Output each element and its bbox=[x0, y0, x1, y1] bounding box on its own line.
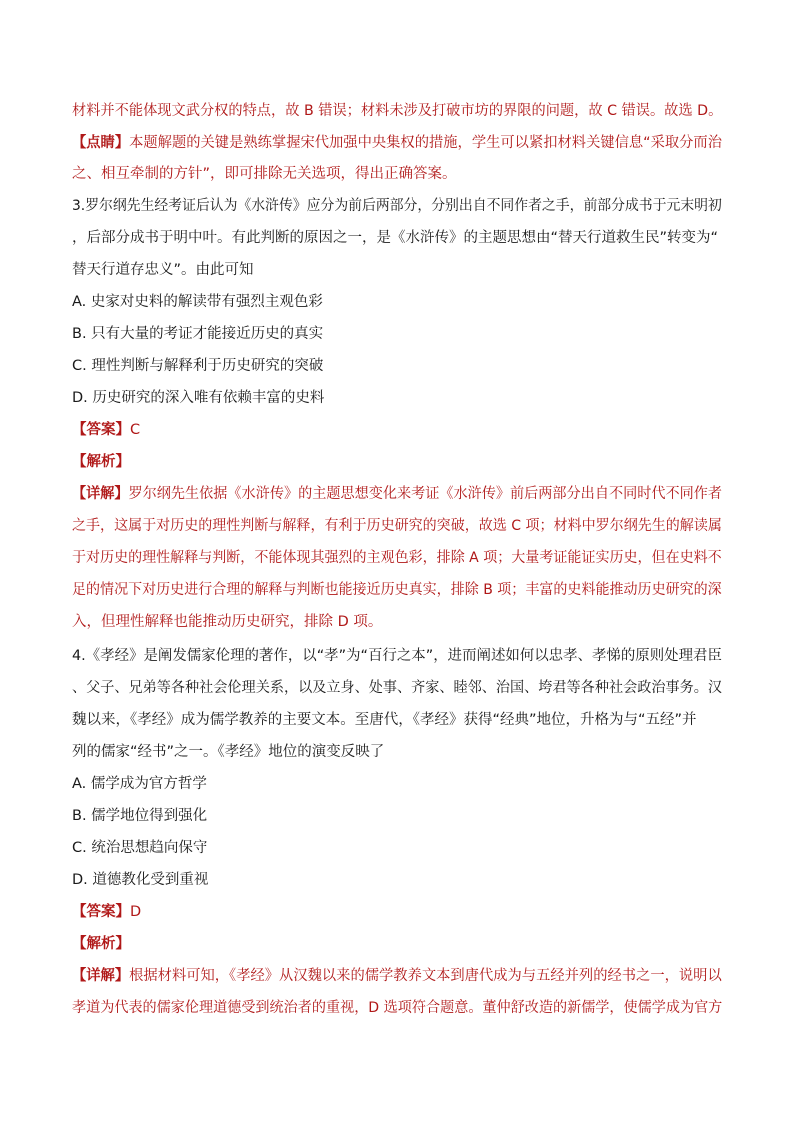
question-3-option-a: A. 史家对史料的解读带有强烈主观色彩 bbox=[72, 294, 323, 310]
question-4-stem: 、父子、兄弟等各种社会伦理关系，以及立身、处事、齐家、睦邻、治国、垮君等各种社会政治事务。汉 bbox=[72, 680, 722, 696]
question-3-analysis-heading bbox=[72, 452, 130, 472]
answer-value: D bbox=[130, 904, 142, 920]
answer-value: C bbox=[130, 422, 141, 438]
detail-text: 孝道为代表的儒家伦理道德受到统治者的重视，D 选项符合题意。董仲舒改造的新儒学，使儒学成为官方 bbox=[72, 1000, 723, 1016]
key-point-text: 之、相互牵制的方针”，即可排除无关选项，得出正确答案。 bbox=[72, 166, 457, 182]
question-4-option-a: A. 儒学成为官方哲学 bbox=[72, 776, 207, 792]
question-3-stem: 替天行道存忠义”。由此可知 bbox=[72, 262, 254, 278]
question-3-option-d: D. 历史研究的深入唯有依赖丰富的史料 bbox=[72, 390, 325, 406]
key-point-tag: 【点睛】 bbox=[72, 135, 130, 151]
question-4-stem: 4.《孝经》是阐发儒家伦理的著作，以“孝”为“百行之本”，进而阐述如何以忠孝、孝悌的原则处理君臣 bbox=[72, 648, 722, 664]
question-3-stem: ，后部分成书于明中叶。有此判断的原因之一，是《水浒传》的主题思想由“替天行道救生民”转变为“ bbox=[72, 230, 719, 246]
detail-text: 根据材料可知，《孝经》从汉魏以来的儒学教养文本到唐代成为与五经并列的经书之一，说明以 bbox=[129, 968, 722, 984]
detail-text: 罗尔纲先生依据《水浒传》的主题思想变化来考证《水浒传》前后两部分出自不同时代不同作者 bbox=[128, 486, 722, 502]
answer-tag: 【答案】 bbox=[72, 904, 130, 920]
detail-tag: 【详解】 bbox=[72, 486, 129, 502]
question-3-stem: 3.罗尔纲先生经考证后认为《水浒传》应分为前后两部分，分别出自不同作者之手，前部分成书于元末明初 bbox=[72, 198, 722, 214]
question-4-answer bbox=[72, 902, 141, 922]
question-4-option-b: B. 儒学地位得到强化 bbox=[72, 808, 208, 824]
detail-text: 之手，这属于对历史的理性判断与解释，有利于历史研究的突破，故选 C 项；材料中罗尔纲先生的解读属 bbox=[72, 518, 722, 534]
key-point-line bbox=[72, 133, 722, 153]
question-3-option-c: C. 理性判断与解释利于历史研究的突破 bbox=[72, 358, 324, 374]
explanation-text: 材料并不能体现文武分权的特点，故 B 错误；材料未涉及打破市坊的界限的问题，故 C 错误。故选 D。 bbox=[72, 103, 723, 119]
detail-text: 足的情况下对历史进行合理的解释与判断也能接近历史真实，排除 B 项；丰富的史料能推动历史研究的深 bbox=[72, 582, 722, 598]
analysis-tag: 【解析】 bbox=[72, 454, 130, 470]
question-4-stem: 魏以来，《孝经》成为儒学教养的主要文本。至唐代，《孝经》获得“经典”地位，升格为与“五经”并 bbox=[72, 712, 697, 728]
question-3-detail bbox=[72, 484, 722, 504]
question-4-option-c: C. 统治思想趋向保守 bbox=[72, 840, 208, 856]
question-4-stem: 列的儒家“经书”之一。《孝经》地位的演变反映了 bbox=[72, 744, 385, 760]
analysis-tag: 【解析】 bbox=[72, 936, 130, 952]
detail-text: 于对历史的理性解释与判断，不能体现其强烈的主观色彩，排除 A 项；大量考证能证实历史，但在史料不 bbox=[72, 550, 722, 566]
key-point-text: 本题解题的关键是熟练掌握宋代加强中央集权的措施，学生可以紧扣材料关键信息“采取分而治 bbox=[129, 135, 722, 151]
detail-tag: 【详解】 bbox=[72, 968, 130, 984]
question-3-option-b: B. 只有大量的考证才能接近历史的真实 bbox=[72, 326, 324, 342]
question-4-option-d: D. 道德教化受到重视 bbox=[72, 872, 209, 888]
question-4-analysis-heading bbox=[72, 934, 130, 954]
detail-text: 入，但理性解释也能推动历史研究，排除 D 项。 bbox=[72, 614, 383, 630]
question-3-answer bbox=[72, 420, 140, 440]
answer-tag: 【答案】 bbox=[72, 422, 130, 438]
question-4-detail bbox=[72, 966, 722, 986]
